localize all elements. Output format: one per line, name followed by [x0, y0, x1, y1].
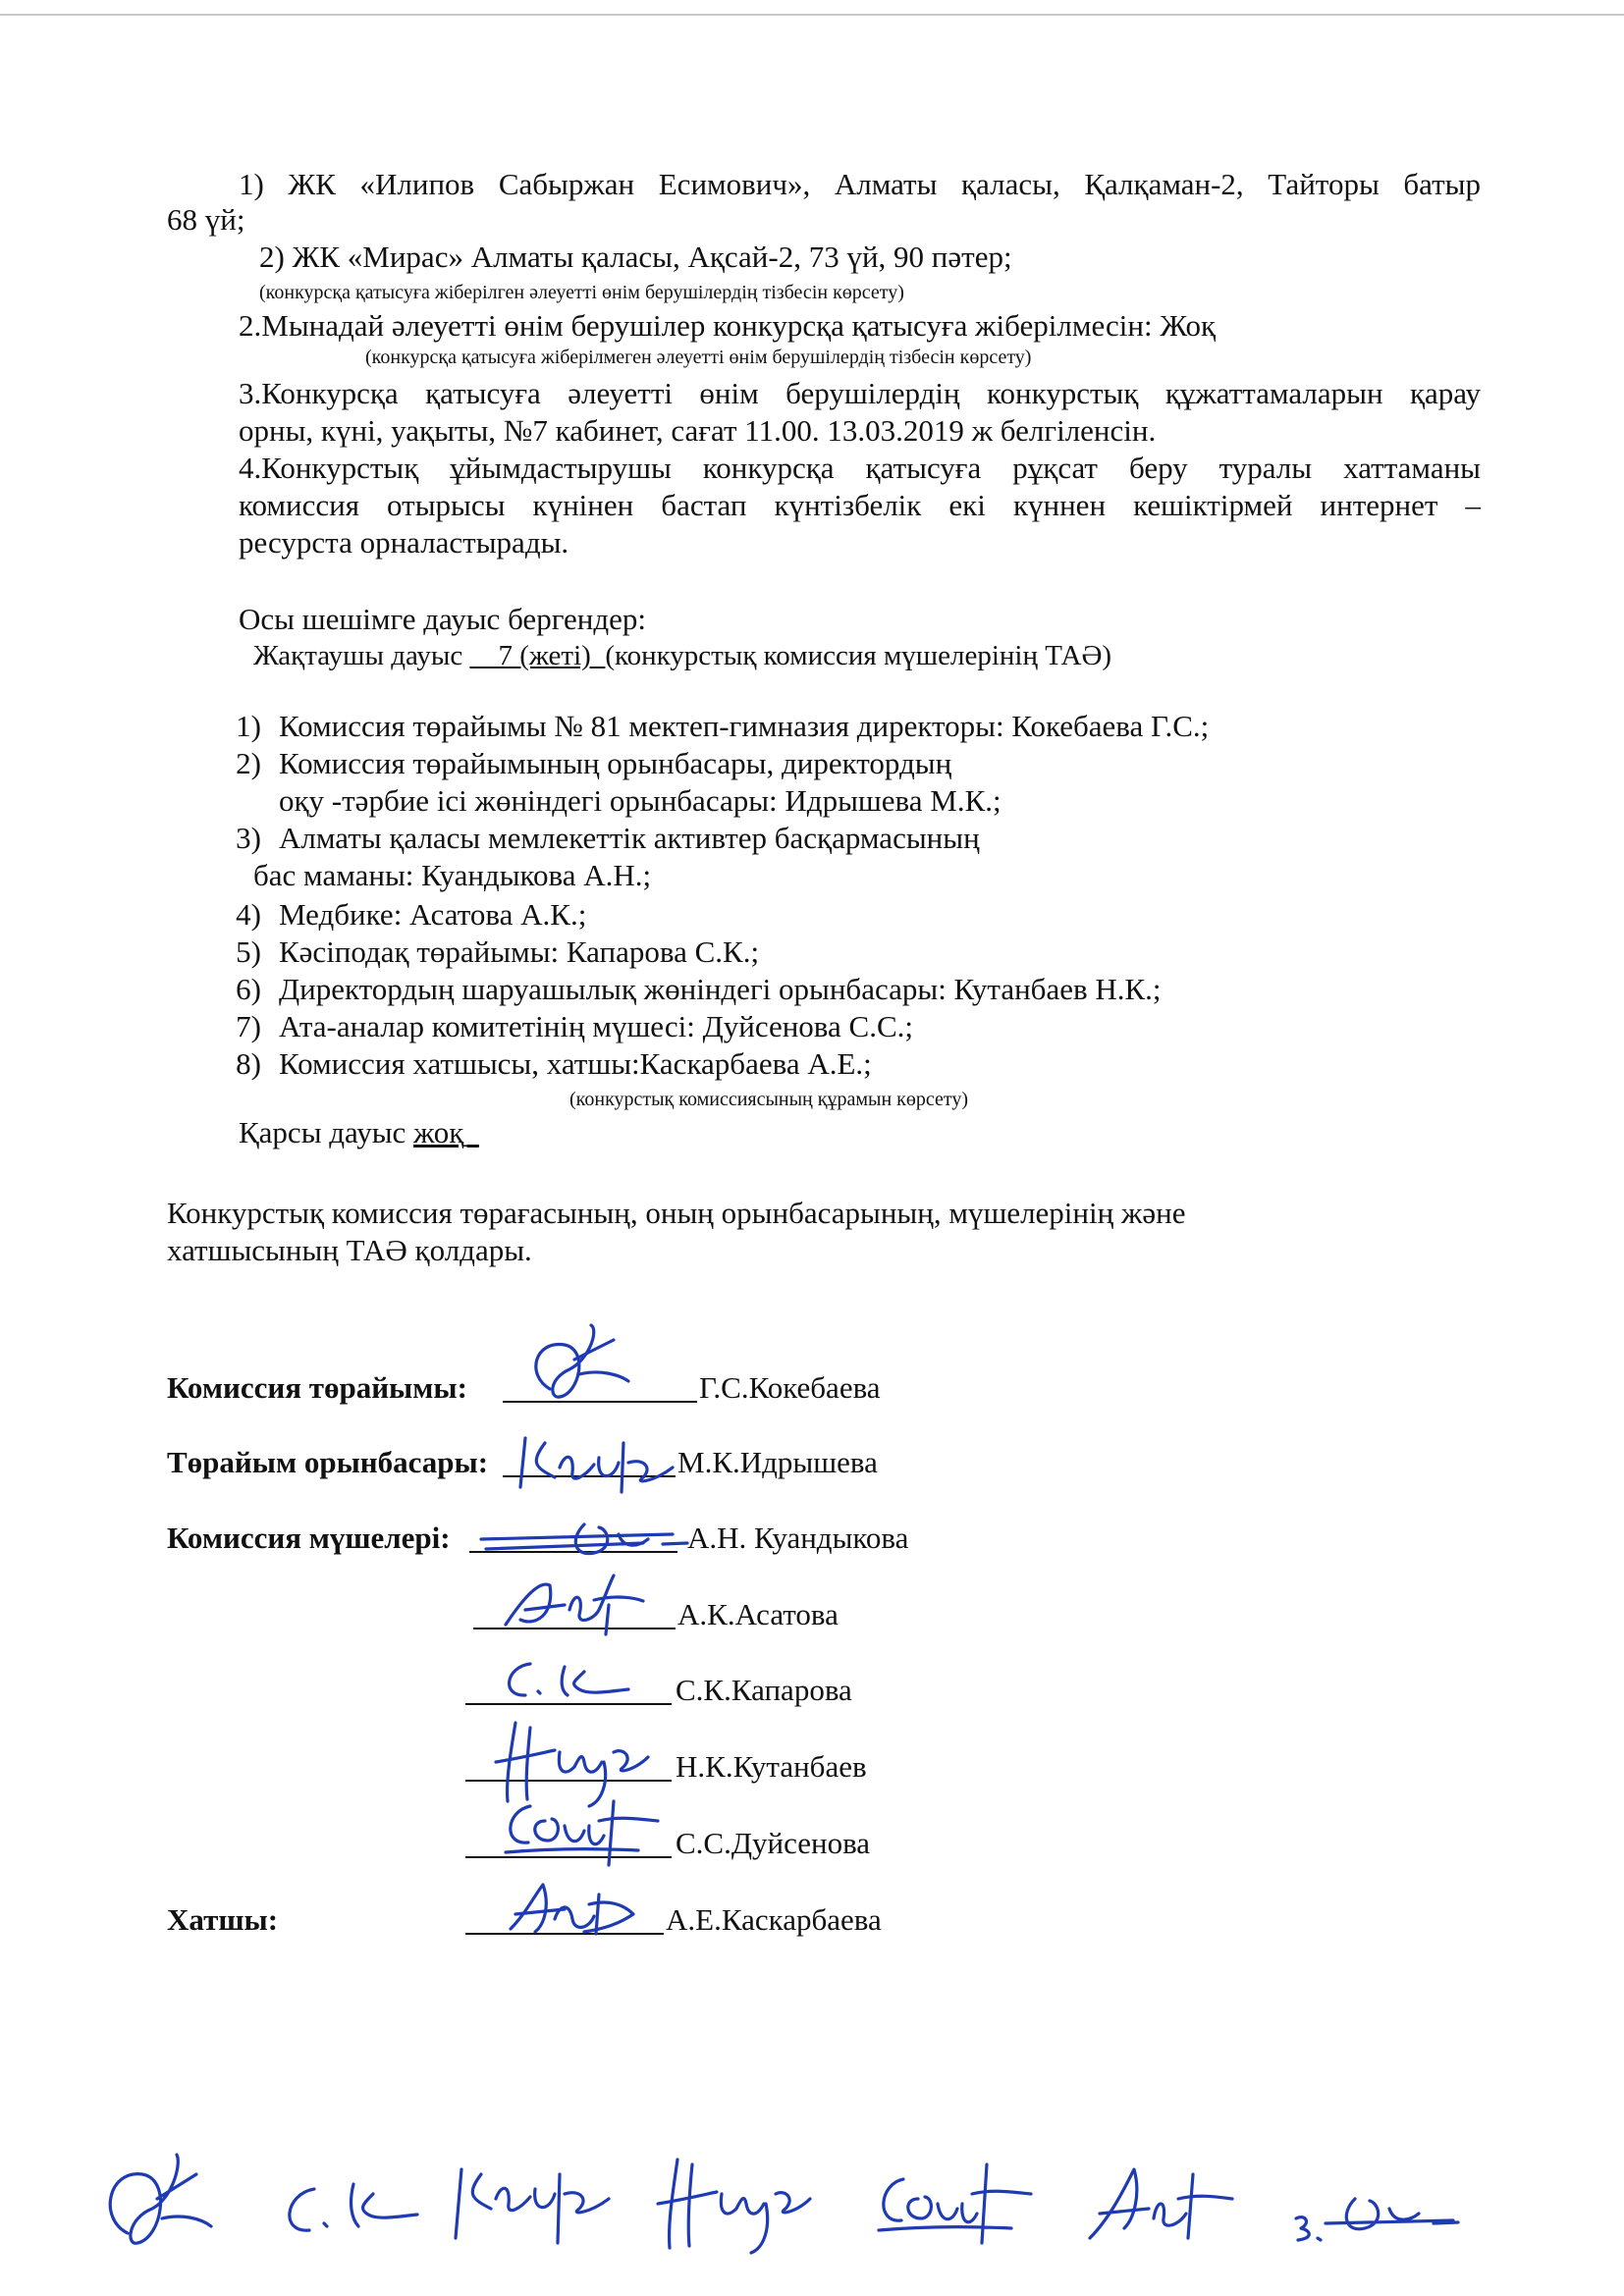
voter-7 [192, 1009, 913, 1044]
point-3-line1: 3.Конкурсқа қатысуға әлеуетті өнім берушілердің конкурстық құжаттамаларын қарау [239, 376, 1481, 410]
point-3-line2: орны, күні, уақыты, №7 кабинет, сағат 11.00. 13.03.2019 ж белгіленсін. [239, 413, 1157, 448]
votes-for-suffix: (конкурстық комиссия мүшелерінің ТАӘ) [605, 640, 1112, 671]
votes-against-value: жоқ_ [413, 1115, 479, 1149]
signatures-heading-line2: хатшысының ТАӘ қолдары. [167, 1233, 532, 1267]
point-4-line3: ресурста орналастырады. [239, 525, 569, 560]
votes-for-line [253, 638, 1111, 673]
voter-number: 5) [236, 934, 261, 969]
top-edge-rule [0, 14, 1624, 16]
voter-1 [192, 709, 1209, 744]
bottom-initials-handwriting [88, 2140, 1463, 2268]
point-4-line1: 4.Конкурстық ұйымдастырушы конкурсқа қатысуға рұқсат беру туралы хаттаманы [239, 451, 1481, 485]
chair-label: Комиссия төрайымы: [167, 1370, 467, 1405]
voter-number: 8) [236, 1046, 261, 1081]
voter-text: Медбике: Асатова А.К.; [279, 897, 587, 932]
voter-text: Ата-аналар комитетінің мүшесі: Дуйсенова С.С.; [279, 1009, 914, 1043]
member-name-1: А.Н. Куандыкова [687, 1521, 909, 1555]
voter-2 [192, 746, 951, 781]
secretary-handwritten-signature [496, 1875, 653, 1944]
voter-text: Комиссия төрайымы № 81 мектеп-гимназия директоры: Кокебаева Г.С.; [279, 709, 1210, 743]
votes-against-line [239, 1115, 479, 1150]
member3-handwritten-signature [491, 1652, 638, 1711]
admitted-item-1-line2: 68 үй; [167, 202, 245, 237]
voter-6 [192, 972, 1162, 1007]
member5-handwritten-signature [491, 1791, 668, 1870]
voter-5 [192, 934, 759, 970]
member2-handwritten-signature [496, 1566, 653, 1644]
votes-for-label: Жақтаушы дауыс [253, 640, 470, 671]
voter-3 [192, 821, 980, 856]
admitted-note: (конкурсқа қатысуға жіберілген әлеуетті өнім берушілердің тізбесін көрсету) [259, 282, 904, 303]
voter-number: 6) [236, 972, 261, 1006]
voter-number: 4) [236, 897, 261, 932]
voter-number: 7) [236, 1009, 261, 1043]
deputy-handwritten-signature [506, 1423, 692, 1502]
voter-text: Кәсіподақ төрайымы: Капарова С.К.; [279, 934, 760, 969]
secretary-label: Хатшы: [167, 1902, 279, 1937]
chair-name: Г.С.Кокебаева [699, 1370, 881, 1405]
composition-note: (конкурстық комиссиясының құрамын көрсету) [569, 1089, 969, 1110]
votes-against-label: Қарсы дауыс [239, 1115, 414, 1149]
secretary-name: А.Е.Каскарбаева [666, 1902, 882, 1937]
voter-8 [192, 1046, 872, 1082]
voter-4 [192, 897, 586, 933]
chair-handwritten-signature [520, 1320, 658, 1409]
admitted-item-2: 2) ЖК «Мирас» Алматы қаласы, Ақсай-2, 73 үй, 90 пәтер; [259, 240, 1012, 274]
member-name-4: Н.К.Кутанбаев [676, 1749, 867, 1784]
point-2: 2.Мынадай әлеуетті өнім берушілер конкурсқа қатысуға жіберілмесін: Жоқ [239, 308, 1217, 343]
signatures-heading-line1: Конкурстық комиссия төрағасының, оның орынбасарының, мүшелерінің және [167, 1196, 1186, 1230]
voter-2-cont: оқу -тәрбие ісі жөніндегі орынбасары: Идрышева М.К.; [279, 783, 1001, 818]
point-2-note: (конкурсқа қатысуға жіберілмеген әлеуетті өнім берушілердің тізбесін көрсету) [365, 347, 1032, 368]
voter-text: Алматы қаласы мемлекеттік активтер басқармасының [279, 821, 980, 855]
point-4-line2: комиссия отырысы күнінен бастап күнтізбелік екі күннен кешіктірмей интернет – [239, 488, 1481, 522]
members-label: Комиссия мүшелері: [167, 1521, 451, 1555]
votes-for-value: __7 (жеті)_ [469, 640, 606, 671]
voter-text: Комиссия хатшысы, хатшы:Каскарбаева А.Е.; [279, 1046, 872, 1081]
admitted-item-1-line1: 1) ЖК «Илипов Сабыржан Есимович», Алматы қаласы, Қалқаман-2, Тайторы батыр [239, 167, 1481, 201]
voter-number: 1) [236, 709, 261, 743]
voter-text: Комиссия төрайымының орынбасары, директордың [279, 746, 952, 780]
voter-3-cont: бас маманы: Куандыкова А.Н.; [253, 858, 652, 892]
deputy-name: М.К.Идрышева [677, 1445, 878, 1479]
deputy-label: Төрайым орынбасары: [167, 1445, 489, 1479]
member-name-3: С.К.Капарова [676, 1673, 852, 1707]
member1-handwritten-signature [476, 1510, 692, 1569]
member-name-2: А.К.Асатова [677, 1597, 839, 1631]
voter-text: Директордың шаруашылық жөніндегі орынбасары: Кутанбаев Н.К.; [279, 972, 1162, 1006]
voter-number: 3) [236, 821, 261, 855]
voter-number: 2) [236, 746, 261, 780]
member-name-5: С.С.Дуйсенова [676, 1826, 871, 1860]
voting-heading: Осы шешімге дауыс бергендер: [239, 602, 646, 636]
